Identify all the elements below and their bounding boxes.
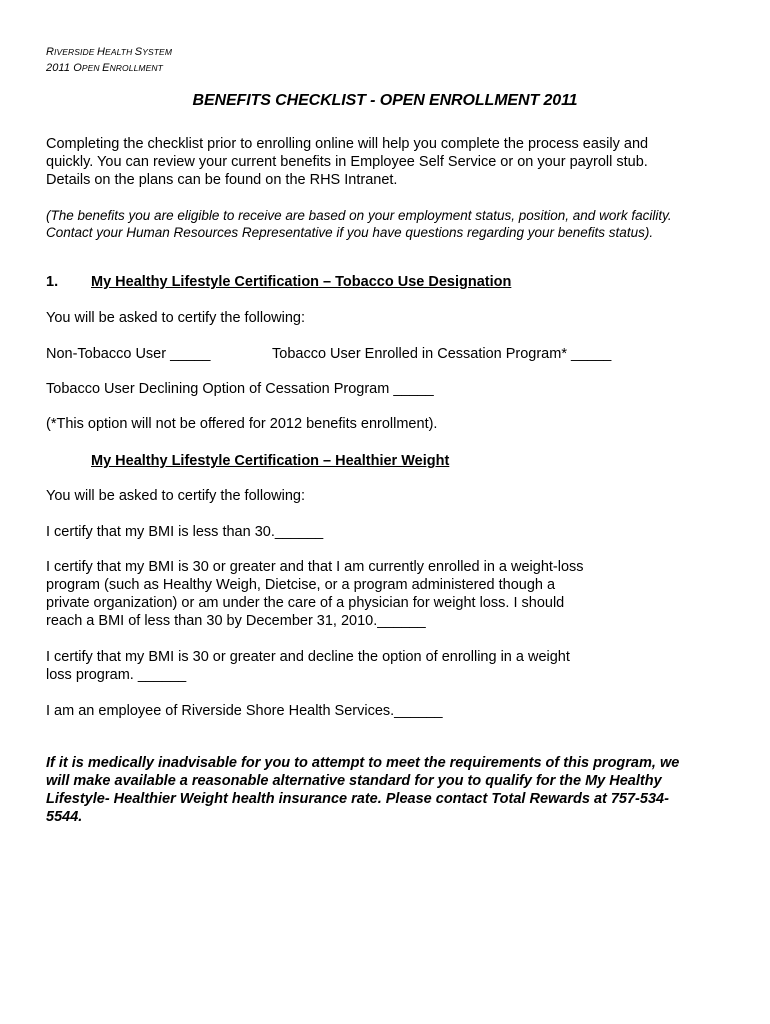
tobacco-section-heading: My Healthy Lifestyle Certification – Tobacco Use Designation xyxy=(91,274,512,290)
closing-line-4: 5544. xyxy=(46,809,83,825)
bmi-enrolled-line-1: I certify that my BMI is 30 or greater and that I am currently enrolled in a weight-loss xyxy=(46,559,584,575)
weight-section-heading: My Healthy Lifestyle Certification – Healthier Weight xyxy=(91,453,450,469)
weight-certify-prompt: You will be asked to certify the following: xyxy=(46,488,305,504)
closing-line-3: Lifestyle- Healthier Weight health insurance rate. Please contact Total Rewards at 757-534- xyxy=(46,791,669,807)
eligibility-note-line-2: Contact your Human Resources Representative if you have questions regarding your benefits status). xyxy=(46,225,654,240)
enrollment-year: 2011 OPEN ENROLLMENT xyxy=(46,62,163,74)
section-number: 1. xyxy=(46,274,59,290)
tobacco-footnote: (*This option will not be offered for 2012 benefits enrollment). xyxy=(46,416,438,432)
bmi-enrolled-line-2: program (such as Healthy Weigh, Dietcise, or a program administered though a xyxy=(46,577,556,593)
shore-employee-option[interactable]: I am an employee of Riverside Shore Health Services.______ xyxy=(46,703,443,719)
tobacco-declining-option[interactable]: Tobacco User Declining Option of Cessation Program _____ xyxy=(46,381,434,397)
intro-line-2: quickly. You can review your current benefits in Employee Self Service or on your payroll stub. xyxy=(46,154,648,170)
org-name: RIVERSIDE HEALTH SYSTEM xyxy=(46,46,172,58)
closing-line-1: If it is medically inadvisable for you to attempt to meet the requirements of this program, we xyxy=(46,755,680,771)
bmi-decline-line-2[interactable]: loss program. ______ xyxy=(46,667,187,683)
intro-line-3: Details on the plans can be found on the RHS Intranet. xyxy=(46,172,398,188)
intro-line-1: Completing the checklist prior to enrolling online will help you complete the process easily and xyxy=(46,136,649,152)
document-title: BENEFITS CHECKLIST - OPEN ENROLLMENT 2011 xyxy=(192,92,578,109)
bmi-under-30-option[interactable]: I certify that my BMI is less than 30.______ xyxy=(46,524,324,540)
bmi-decline-line-1: I certify that my BMI is 30 or greater and decline the option of enrolling in a weight xyxy=(46,649,570,665)
bmi-enrolled-line-4[interactable]: reach a BMI of less than 30 by December 31, 2010.______ xyxy=(46,613,426,629)
eligibility-note-line-1: (The benefits you are eligible to receive are based on your employment status, position, and work facility. xyxy=(46,208,672,223)
tobacco-certify-prompt: You will be asked to certify the following: xyxy=(46,310,305,326)
tobacco-cessation-option[interactable]: Tobacco User Enrolled in Cessation Program* _____ xyxy=(272,346,612,362)
closing-line-2: will make available a reasonable alternative standard for you to qualify for the My Healthy xyxy=(46,773,662,789)
bmi-enrolled-line-3: private organization) or am under the care of a physician for weight loss. I should xyxy=(46,595,565,611)
non-tobacco-user-option[interactable]: Non-Tobacco User _____ xyxy=(46,346,211,362)
